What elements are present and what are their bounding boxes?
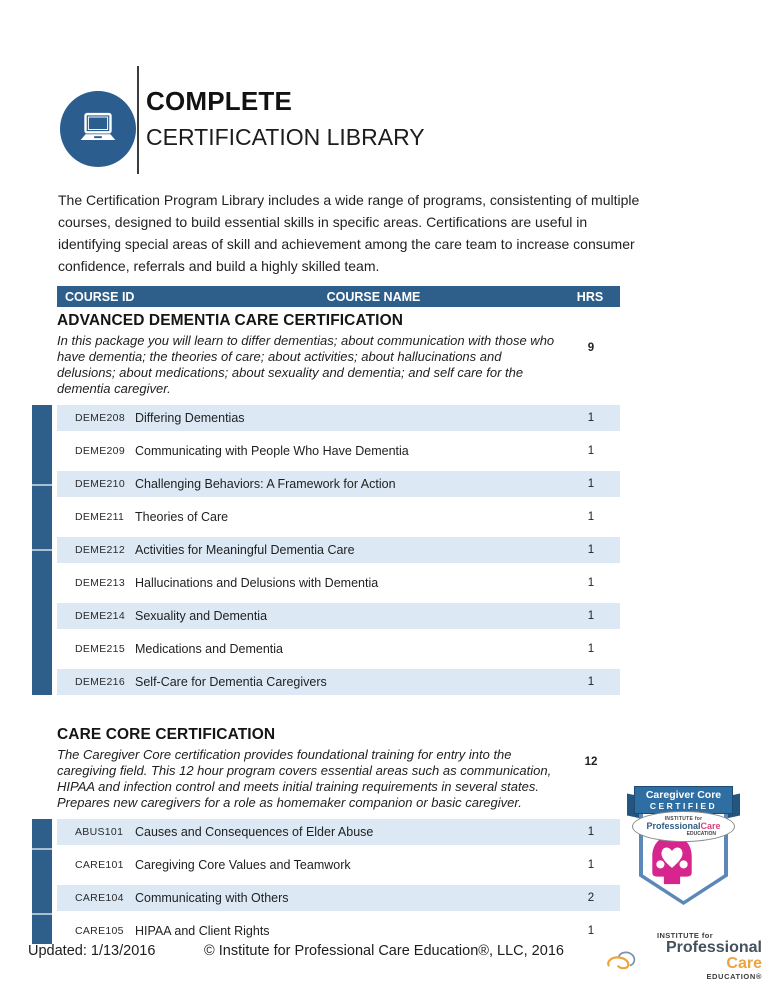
badge-banner	[634, 786, 733, 814]
course-name: Challenging Behaviors: A Framework for Action	[135, 477, 396, 491]
course-hours: 1	[587, 445, 595, 457]
course-id: DEME211	[75, 511, 125, 523]
column-course-name: COURSE NAME	[326, 289, 421, 304]
course-name: Communicating with Others	[135, 891, 289, 905]
institute-logo	[606, 931, 762, 981]
course-row	[57, 819, 620, 845]
course-name: Medications and Dementia	[135, 642, 283, 656]
course-hours: 1	[587, 643, 595, 655]
course-name: Activities for Meaningful Dementia Care	[135, 543, 355, 557]
course-row	[57, 537, 620, 563]
header-divider	[137, 66, 139, 174]
updated-date: Updated: 1/13/2016	[28, 943, 156, 959]
certification-sections	[57, 307, 620, 951]
course-name: Sexuality and Dementia	[135, 609, 268, 623]
certification-section	[57, 721, 620, 944]
course-hours: 1	[587, 577, 595, 589]
course-id: ABUS101	[75, 826, 124, 838]
course-name: HIPAA and Client Rights	[135, 924, 270, 938]
course-id: CARE101	[75, 859, 124, 871]
table-column-header	[57, 286, 620, 307]
badge-institute-logo	[632, 811, 735, 842]
section-description: The Caregiver Core certification provides foundational training for entry into the caregiving field. This 12 hour program covers essential areas such as communication, HIPAA and infection control and meets initial training requirements in several states. Prepares new caregivers for a role as homemaker companion or basic caregiver.	[57, 747, 552, 810]
logo-institute-text: INSTITUTE for	[656, 931, 714, 940]
course-hours: 1	[587, 610, 595, 622]
course-hours: 1	[587, 925, 595, 937]
badge-banner-title: Caregiver Core	[645, 789, 722, 801]
course-name: Caregiving Core Values and Teamwork	[135, 858, 351, 872]
course-id: DEME213	[75, 577, 125, 589]
course-row	[57, 471, 620, 497]
course-hours: 1	[587, 544, 595, 556]
intro-paragraph: The Certification Program Library includes a wide range of programs, consistenting of multiple courses, designed to build essential skills in specific areas. Certifications are useful in identifying special areas of skill and achievement among the care team to increase consumer confidence, referrals and build a highly skilled team.	[58, 192, 640, 274]
column-course-id: COURSE ID	[65, 289, 135, 304]
course-name: Differing Dementias	[135, 411, 245, 425]
course-id: DEME209	[75, 445, 125, 457]
course-name: Hallucinations and Delusions with Dementia	[135, 576, 379, 590]
course-rows	[57, 405, 620, 695]
course-name: Communicating with People Who Have Dementia	[135, 444, 409, 458]
document-header	[57, 66, 617, 174]
course-hours: 1	[587, 859, 595, 871]
badge-logo-institute-text: INSTITUTE for	[664, 816, 703, 822]
section-title: CARE CORE CERTIFICATION	[57, 726, 276, 743]
course-row	[57, 636, 620, 662]
course-rows	[57, 819, 620, 944]
course-name: Self-Care for Dementia Caregivers	[135, 675, 327, 689]
course-id: CARE105	[75, 925, 124, 937]
course-row	[57, 405, 620, 431]
course-id: DEME212	[75, 544, 125, 556]
section-accent-bar	[32, 819, 52, 944]
logo-education-text: EDUCATION®	[706, 972, 762, 981]
section-total-hours: 9	[587, 342, 595, 354]
course-row	[57, 570, 620, 596]
course-row	[57, 504, 620, 530]
course-id: CARE104	[75, 892, 124, 904]
course-row	[57, 438, 620, 464]
certification-section	[57, 307, 620, 695]
course-row	[57, 669, 620, 695]
page-title	[146, 86, 425, 151]
course-row	[57, 918, 620, 944]
course-id: DEME214	[75, 610, 125, 622]
course-hours: 1	[587, 511, 595, 523]
section-accent-bar	[32, 405, 52, 695]
course-id: DEME208	[75, 412, 125, 424]
course-row	[57, 603, 620, 629]
course-hours: 1	[587, 478, 595, 490]
logo-main-text: Professional Care	[665, 939, 762, 972]
course-row	[57, 852, 620, 878]
badge-logo-main-text: ProfessionalCare	[646, 821, 721, 831]
course-id: DEME210	[75, 478, 125, 490]
course-id: DEME215	[75, 643, 125, 655]
course-row	[57, 885, 620, 911]
section-total-hours: 12	[584, 756, 598, 768]
caregiver-core-certified-badge	[627, 785, 740, 908]
course-name: Causes and Consequences of Elder Abuse	[135, 825, 374, 839]
course-hours: 2	[587, 892, 595, 904]
badge-logo-education-text: EDUCATION	[686, 831, 716, 837]
badge-banner-subtitle: CERTIFIED	[649, 801, 718, 811]
course-hours: 1	[587, 826, 595, 838]
page-title-line2: CERTIFICATION LIBRARY	[146, 124, 425, 150]
section-title: ADVANCED DEMENTIA CARE CERTIFICATION	[57, 312, 404, 329]
course-hours: 1	[587, 412, 595, 424]
course-hours: 1	[587, 676, 595, 688]
section-description: In this package you will learn to differ dementias; about communication with those who have dementia; the theories of care; about activities; about hallucinations and delusions; about medications; about sexuality and dementia; and self care for the dementia caregiver.	[57, 333, 555, 396]
course-id: DEME216	[75, 676, 125, 688]
logo-swoosh-icon	[606, 948, 641, 974]
logo-text	[643, 931, 762, 981]
page-title-line1: COMPLETE	[146, 86, 293, 116]
column-hrs: HRS	[576, 289, 604, 304]
course-name: Theories of Care	[135, 510, 229, 524]
copyright-text: © Institute for Professional Care Education®, LLC, 2016	[204, 943, 564, 959]
laptop-icon	[60, 91, 136, 167]
